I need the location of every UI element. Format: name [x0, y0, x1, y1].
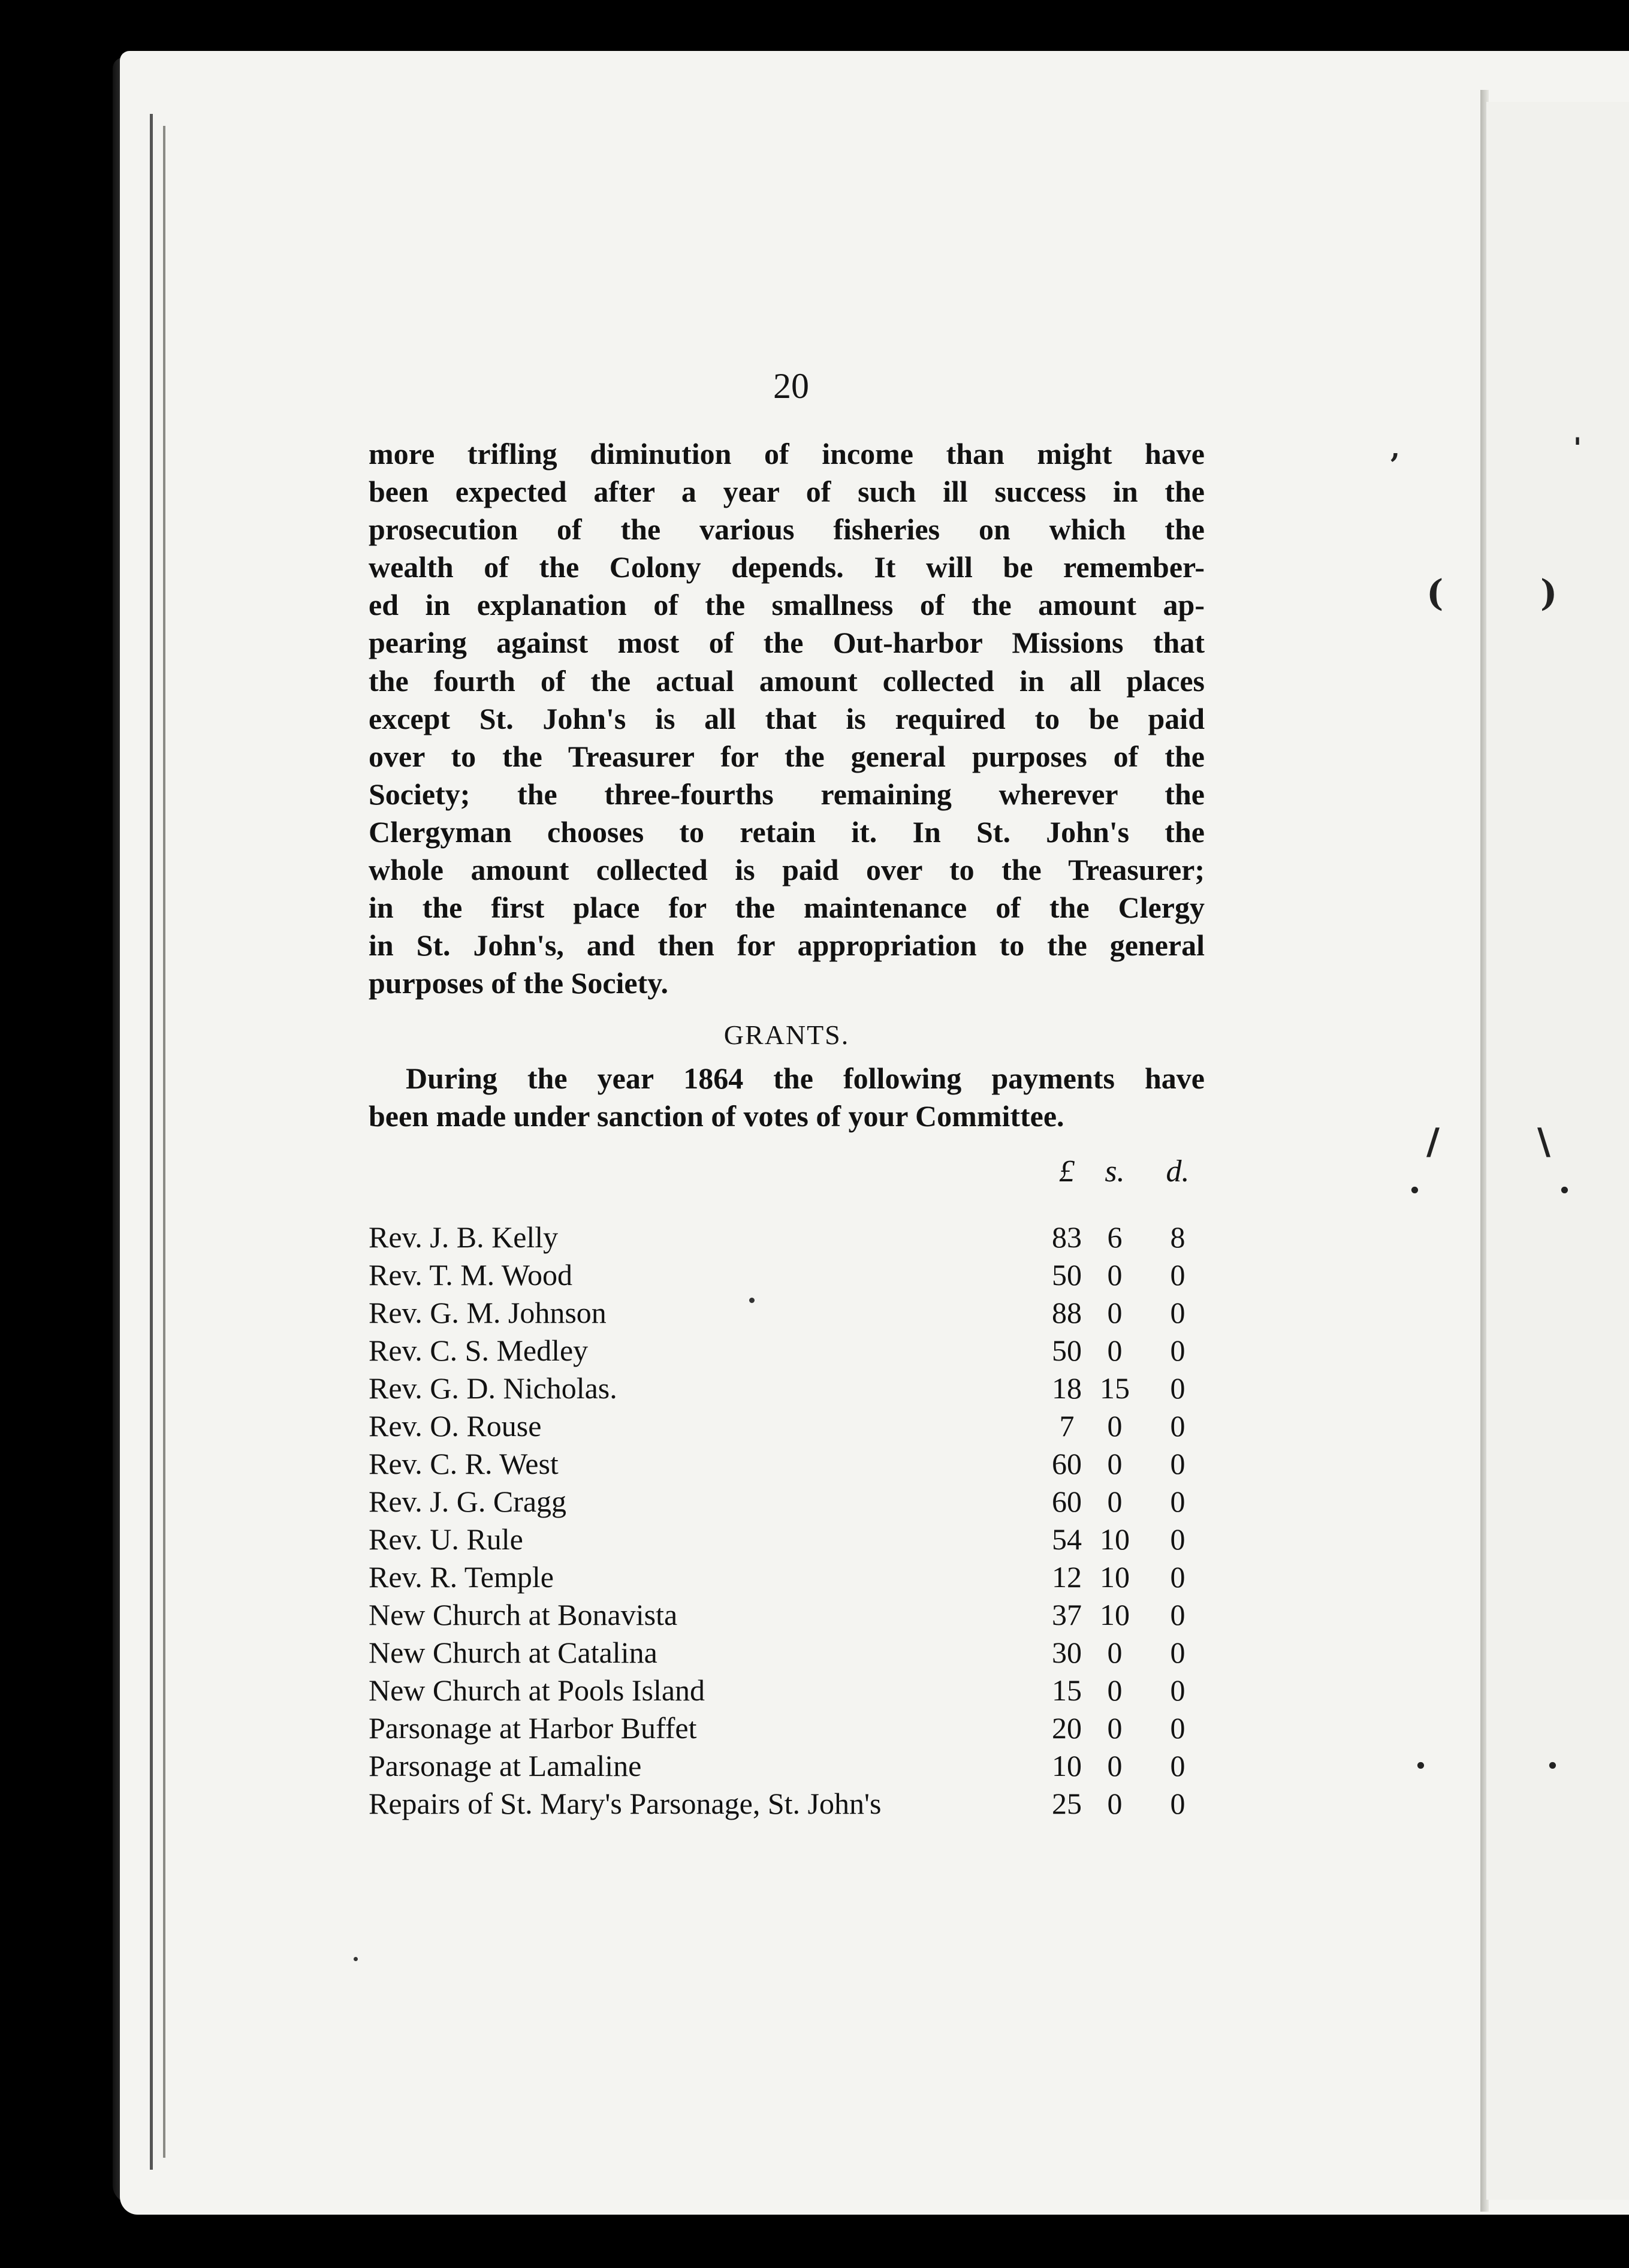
amount-pounds: 88: [1052, 1296, 1082, 1329]
amount-shillings: 0: [1107, 1673, 1123, 1707]
ink-speck: [354, 1957, 358, 1961]
text-line: in the first place for the maintenance of the Clergy: [369, 891, 1205, 925]
payee-name: Rev. C. R. West: [369, 1447, 559, 1480]
payee-name: New Church at Pools Island: [369, 1673, 705, 1707]
payee-name: Rev. C. S. Medley: [369, 1334, 589, 1367]
text-line: whole amount collected is paid over to the Treasurer;: [369, 853, 1205, 887]
amount-shillings: 0: [1107, 1296, 1123, 1329]
amount-pounds: 7: [1059, 1409, 1075, 1443]
table-row: [369, 1597, 1205, 1635]
amount-pounds: 30: [1052, 1636, 1082, 1669]
payee-name: Rev. G. M. Johnson: [369, 1296, 607, 1329]
table-row: [369, 1220, 1205, 1257]
bleed-through-mark: ․: [1414, 1735, 1427, 1777]
section-heading: GRANTS.: [723, 1020, 850, 1050]
amount-pounds: 50: [1052, 1334, 1082, 1367]
amount-shillings: 10: [1100, 1598, 1130, 1631]
table-row: [369, 1560, 1205, 1597]
amount-pence: 0: [1170, 1787, 1185, 1820]
payee-name: Rev. T. M. Wood: [369, 1258, 572, 1292]
payee-name: Rev. R. Temple: [369, 1560, 554, 1594]
amount-shillings: 0: [1107, 1711, 1123, 1745]
amount-shillings: 0: [1107, 1334, 1123, 1367]
amount-pence: 0: [1170, 1485, 1185, 1518]
text-line: purposes of the Society.: [369, 966, 668, 1000]
amount-shillings: 0: [1107, 1258, 1123, 1292]
text-line: except St. John's is all that is required to be paid: [369, 701, 1205, 735]
text-line: ed in explanation of the smallness of the amount ap-: [369, 588, 1205, 622]
table-row: [369, 1786, 1205, 1824]
amount-pence: 0: [1170, 1258, 1185, 1292]
amount-shillings: 6: [1107, 1220, 1123, 1254]
text-line: more trifling diminution of income than might have: [369, 437, 1205, 471]
table-row: [369, 1635, 1205, 1673]
bleed-through-mark: ․: [1558, 1160, 1571, 1202]
amount-shillings: 10: [1100, 1560, 1130, 1594]
grants-intro: [369, 1060, 1205, 1135]
amount-pence: 0: [1170, 1598, 1185, 1631]
text-line: been made under sanction of votes of your Committee.: [369, 1099, 1064, 1133]
table-row: [369, 1673, 1205, 1711]
table-row: [369, 1711, 1205, 1748]
amount-shillings: 0: [1107, 1447, 1123, 1480]
amount-pounds: 15: [1052, 1673, 1082, 1707]
amount-shillings: 0: [1107, 1787, 1123, 1820]
amount-pounds: 60: [1052, 1447, 1082, 1480]
text-line: prosecution of the various fisheries on which the: [369, 512, 1205, 547]
amount-pounds: 20: [1052, 1711, 1082, 1745]
payee-name: Rev. J. B. Kelly: [369, 1220, 559, 1254]
text-line: pearing against most of the Out-harbor Missions that: [369, 626, 1205, 660]
text-line: wealth of the Colony depends. It will be remember-: [369, 550, 1205, 584]
bleed-through-mark: ): [1540, 572, 1558, 614]
bleed-through-mark: ․: [1546, 1735, 1559, 1777]
amount-pence: 0: [1170, 1522, 1185, 1556]
amount-pence: 0: [1170, 1409, 1185, 1443]
text-line: in St. John's, and then for appropriation to the general: [369, 928, 1205, 963]
body-paragraph: [369, 435, 1205, 1002]
amount-pence: 8: [1170, 1220, 1185, 1254]
column-header-shillings: s.: [1105, 1154, 1125, 1189]
table-row: [369, 1748, 1205, 1786]
column-header-pence: d.: [1166, 1154, 1190, 1189]
amount-shillings: 10: [1100, 1522, 1130, 1556]
amount-pence: 0: [1170, 1334, 1185, 1367]
amount-shillings: 0: [1107, 1636, 1123, 1669]
bleed-through-mark: /: [1426, 1121, 1440, 1163]
table-row: [369, 1446, 1205, 1484]
amount-pence: 0: [1170, 1371, 1185, 1405]
text-line: the fourth of the actual amount collected in all places: [369, 663, 1205, 698]
text-line: During the year 1864 the following payments have: [406, 1061, 1205, 1095]
amount-pence: 0: [1170, 1673, 1185, 1707]
amount-pounds: 37: [1052, 1598, 1082, 1631]
amount-pence: 0: [1170, 1711, 1185, 1745]
amount-pounds: 10: [1052, 1749, 1082, 1783]
amount-pounds: 25: [1052, 1787, 1082, 1820]
table-row: [369, 1371, 1205, 1409]
bleed-through-mark: \: [1537, 1121, 1550, 1163]
payee-name: Rev. J. G. Cragg: [369, 1485, 567, 1518]
payee-name: Repairs of St. Mary's Parsonage, St. John's: [369, 1787, 882, 1820]
amount-pounds: 54: [1052, 1522, 1082, 1556]
payee-name: Parsonage at Lamaline: [369, 1749, 642, 1783]
payee-name: Rev. O. Rouse: [369, 1409, 542, 1443]
text-line: been expected after a year of such ill success in the: [369, 475, 1205, 509]
amount-shillings: 15: [1100, 1371, 1130, 1405]
amount-pounds: 60: [1052, 1485, 1082, 1518]
bleed-through-mark: ,: [1390, 432, 1401, 464]
table-row: [369, 1333, 1205, 1371]
amount-pence: 0: [1170, 1749, 1185, 1783]
payee-name: Rev. U. Rule: [369, 1522, 523, 1556]
bleed-through-mark: ․: [1408, 1160, 1421, 1202]
amount-shillings: 0: [1107, 1409, 1123, 1443]
text-line: Clergyman chooses to retain it. In St. John's the: [369, 815, 1205, 849]
bleed-through-mark: (: [1426, 572, 1444, 614]
page-number: 20: [773, 366, 809, 406]
amount-pence: 0: [1170, 1447, 1185, 1480]
table-row: [369, 1257, 1205, 1295]
payee-name: New Church at Catalina: [369, 1636, 657, 1669]
facing-page: [1486, 102, 1629, 2200]
text-line: Society; the three-fourths remaining wherever the: [369, 777, 1205, 811]
amount-pence: 0: [1170, 1636, 1185, 1669]
table-row: [369, 1409, 1205, 1446]
payee-name: New Church at Bonavista: [369, 1598, 678, 1631]
table-row: [369, 1484, 1205, 1522]
amount-pounds: 50: [1052, 1258, 1082, 1292]
amount-shillings: 0: [1107, 1749, 1123, 1783]
page-edge-line: [163, 126, 165, 2158]
amount-shillings: 0: [1107, 1485, 1123, 1518]
table-row: [369, 1522, 1205, 1560]
table-row: [369, 1295, 1205, 1333]
column-header-pounds: £: [1059, 1154, 1075, 1189]
amount-pounds: 12: [1052, 1560, 1082, 1594]
amount-pounds: 18: [1052, 1371, 1082, 1405]
amount-pounds: 83: [1052, 1220, 1082, 1254]
payee-name: Rev. G. D. Nicholas.: [369, 1371, 617, 1405]
bleed-through-mark: ': [1573, 432, 1582, 464]
amount-pence: 0: [1170, 1296, 1185, 1329]
text-line: over to the Treasurer for the general purposes of the: [369, 739, 1205, 773]
page-edge-line: [150, 114, 153, 2170]
payee-name: Parsonage at Harbor Buffet: [369, 1711, 697, 1745]
amount-pence: 0: [1170, 1560, 1185, 1594]
